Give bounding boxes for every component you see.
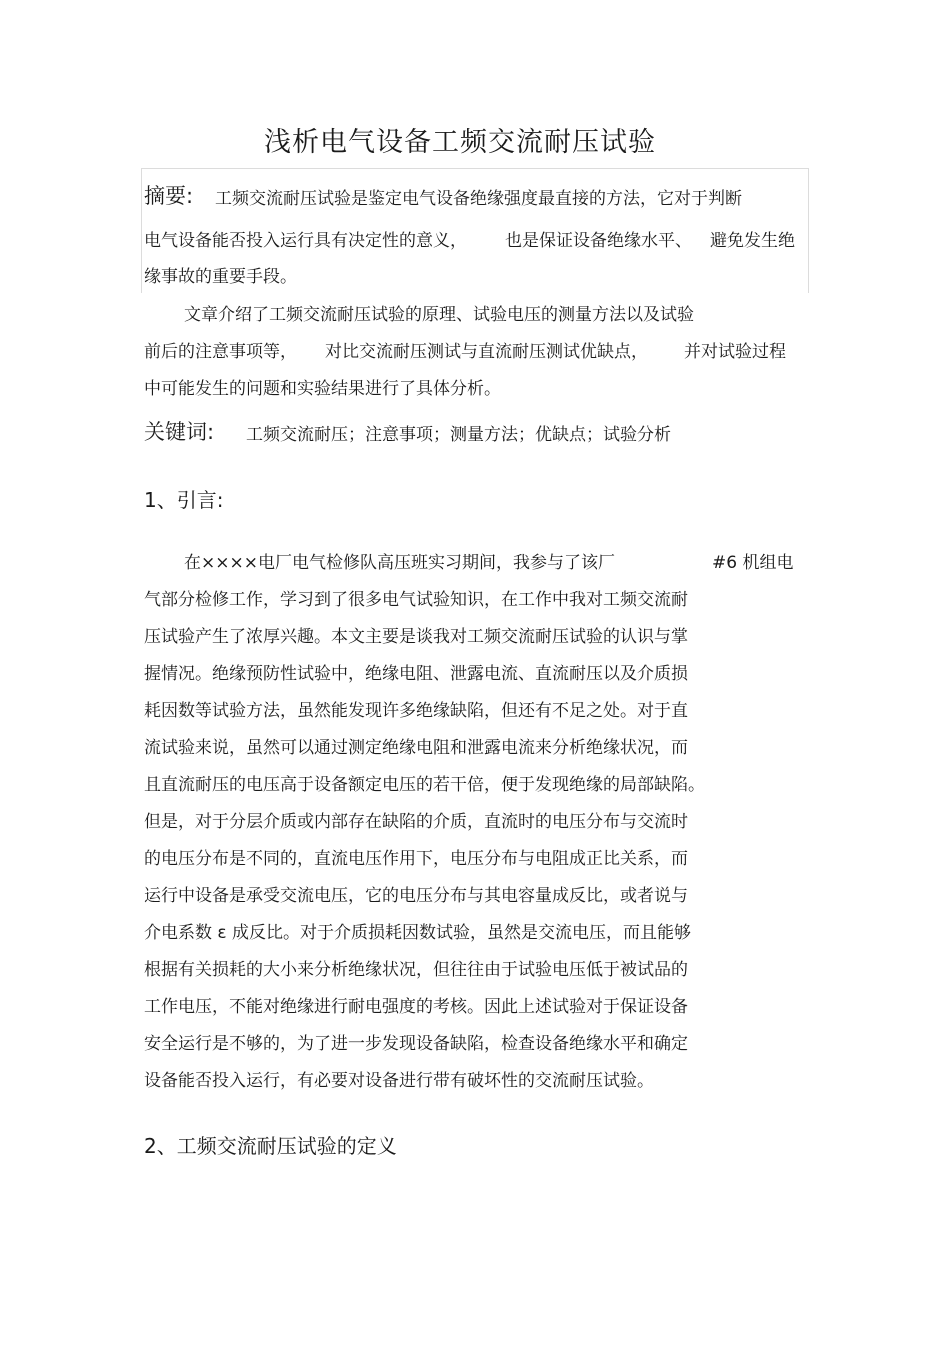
paragraph-line: 在××××电厂电气检修队高压班实习期间，我参与了该厂 (184, 553, 615, 573)
page-title: 浅析电气设备工频交流耐压试验 (264, 127, 656, 158)
paragraph-line: 压试验产生了浓厚兴趣。本文主要是谈我对工频交流耐压试验的认识与掌 (144, 627, 688, 647)
paragraph-line: 但是，对于分层介质或内部存在缺陷的介质，直流时的电压分布与交流时 (144, 812, 688, 832)
paragraph-line: #6 机组电 (712, 553, 794, 573)
intro-line: 对比交流耐压测试与直流耐压测试优缺点， (325, 342, 648, 362)
paragraph-line: 气部分检修工作，学习到了很多电气试验知识，在工作中我对工频交流耐 (144, 590, 688, 610)
paragraph-line: 且直流耐压的电压高于设备额定电压的若干倍，便于发现绝缘的局部缺陷。 (144, 775, 705, 795)
abstract-line: 工频交流耐压试验是鉴定电气设备绝缘强度最直接的方法，它对于判断 (215, 189, 742, 209)
abstract-line: 也是保证设备绝缘水平、 (505, 231, 692, 251)
paragraph-line: 耗因数等试验方法，虽然能发现许多绝缘缺陷，但还有不足之处。对于直 (144, 701, 688, 721)
paragraph-line: 的电压分布是不同的，直流电压作用下，电压分布与电阻成正比关系，而 (144, 849, 688, 869)
paragraph-line: 流试验来说，虽然可以通过测定绝缘电阻和泄露电流来分析绝缘状况，而 (144, 738, 688, 758)
abstract-line: 缘事故的重要手段。 (144, 267, 297, 287)
keywords-label: 关键词: (144, 420, 215, 444)
paragraph-line: 设备能否投入运行，有必要对设备进行带有破坏性的交流耐压试验。 (144, 1071, 654, 1091)
intro-line: 文章介绍了工频交流耐压试验的原理、试验电压的测量方法以及试验 (184, 305, 694, 325)
abstract-line: 避免发生绝 (710, 231, 795, 251)
intro-line: 前后的注意事项等， (144, 342, 297, 362)
abstract-line: 电气设备能否投入运行具有决定性的意义， (144, 231, 467, 251)
paragraph-line: 运行中设备是承受交流电压，它的电压分布与其电容量成反比，或者说与 (144, 886, 688, 906)
paragraph-line: 介电系数 ε 成反比。对于介质损耗因数试验，虽然是交流电压，而且能够 (144, 923, 691, 943)
paragraph-line: 握情况。绝缘预防性试验中，绝缘电阻、泄露电流、直流耐压以及介质损 (144, 664, 688, 684)
intro-line: 并对试验过程 (684, 342, 786, 362)
intro-line: 中可能发生的问题和实验结果进行了具体分析。 (144, 379, 501, 399)
paragraph-line: 安全运行是不够的，为了进一步发现设备缺陷，检查设备绝缘水平和确定 (144, 1034, 688, 1054)
section-heading: 1、引言: (144, 488, 224, 512)
abstract-label: 摘要: (144, 184, 194, 208)
keywords-value: 工频交流耐压；注意事项；测量方法；优缺点；试验分析 (246, 425, 671, 445)
paragraph-line: 工作电压，不能对绝缘进行耐电强度的考核。因此上述试验对于保证设备 (144, 997, 688, 1017)
section-heading: 2、工频交流耐压试验的定义 (144, 1134, 397, 1158)
paragraph-line: 根据有关损耗的大小来分析绝缘状况，但往往由于试验电压低于被试品的 (144, 960, 688, 980)
